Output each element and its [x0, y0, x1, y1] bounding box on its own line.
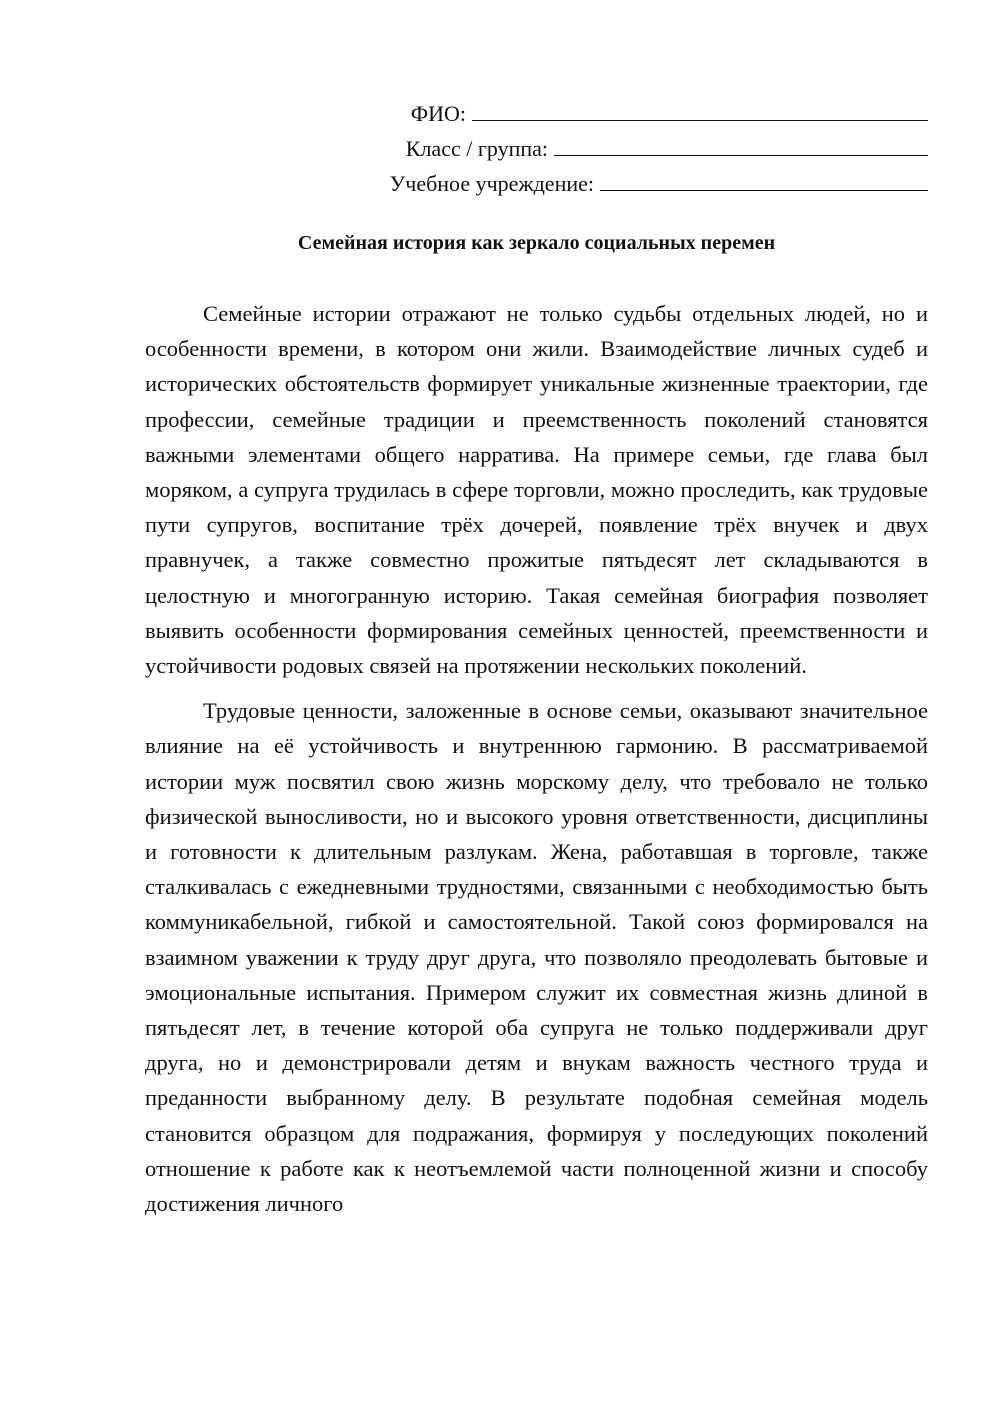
document-title: Семейная история как зеркало социальных перемен	[297, 232, 776, 254]
class-label: Класс / группа:	[405, 136, 548, 161]
fio-blank-line[interactable]	[472, 96, 928, 121]
student-info-block	[328, 92, 928, 197]
class-row	[328, 127, 928, 162]
fio-row	[328, 92, 928, 127]
fio-label: ФИО:	[410, 101, 466, 126]
paragraph-1: Семейные истории отражают не только судьбы отдельных людей, но и особенности времени, в котором они жили. Взаимодействие личных судеб и исторических обстоятельств формирует уникальные жизненные траектории, где профессии, семейные традиции и преемственность поколений становятся важными элементами общего нарратива. На примере семьи, где глава был моряком, а супруга трудилась в сфере торговли, можно проследить, как трудовые пути супругов, воспитание трёх дочерей, появление трёх внучек и двух правнучек, а также совместно прожитые пятьдесят лет складываются в целостную и многогранную историю. Такая семейная биография позволяет выявить особенности формирования семейных ценностей, преемственности и устойчивости родовых связей на протяжении нескольких поколений.	[145, 301, 928, 679]
document-body	[145, 296, 928, 1231]
school-blank-line[interactable]	[600, 166, 928, 191]
paragraph-2: Трудовые ценности, заложенные в основе семьи, оказывают значительное влияние на её устойчивость и внутреннюю гармонию. В рассматриваемой истории муж посвятил свою жизнь морскому делу, что требовало не только физической выносливости, но и высокого уровня ответственности, дисциплины и готовности к длительным разлукам. Жена, работавшая в торговле, также сталкивалась с ежедневными трудностями, связанными с необходимостью быть коммуникабельной, гибкой и самостоятельной. Такой союз формировался на взаимном уважении к труду друг друга, что позволяло преодолевать бытовые и эмоциональные испытания. Примером служит их совместная жизнь длиной в пятьдесят лет, в течение которой оба супруга не только поддерживали друг друга, но и демонстрировали детям и внукам важность честного труда и преданности выбранному делу. В результате подобная семейная модель становится образцом для подражания, формируя у последующих поколений отношение к работе как к неотъемлемой части полноценной жизни и способу достижения личного	[145, 698, 928, 1217]
class-blank-line[interactable]	[554, 131, 928, 156]
school-label: Учебное учреждение:	[389, 171, 594, 196]
school-row	[328, 162, 928, 197]
